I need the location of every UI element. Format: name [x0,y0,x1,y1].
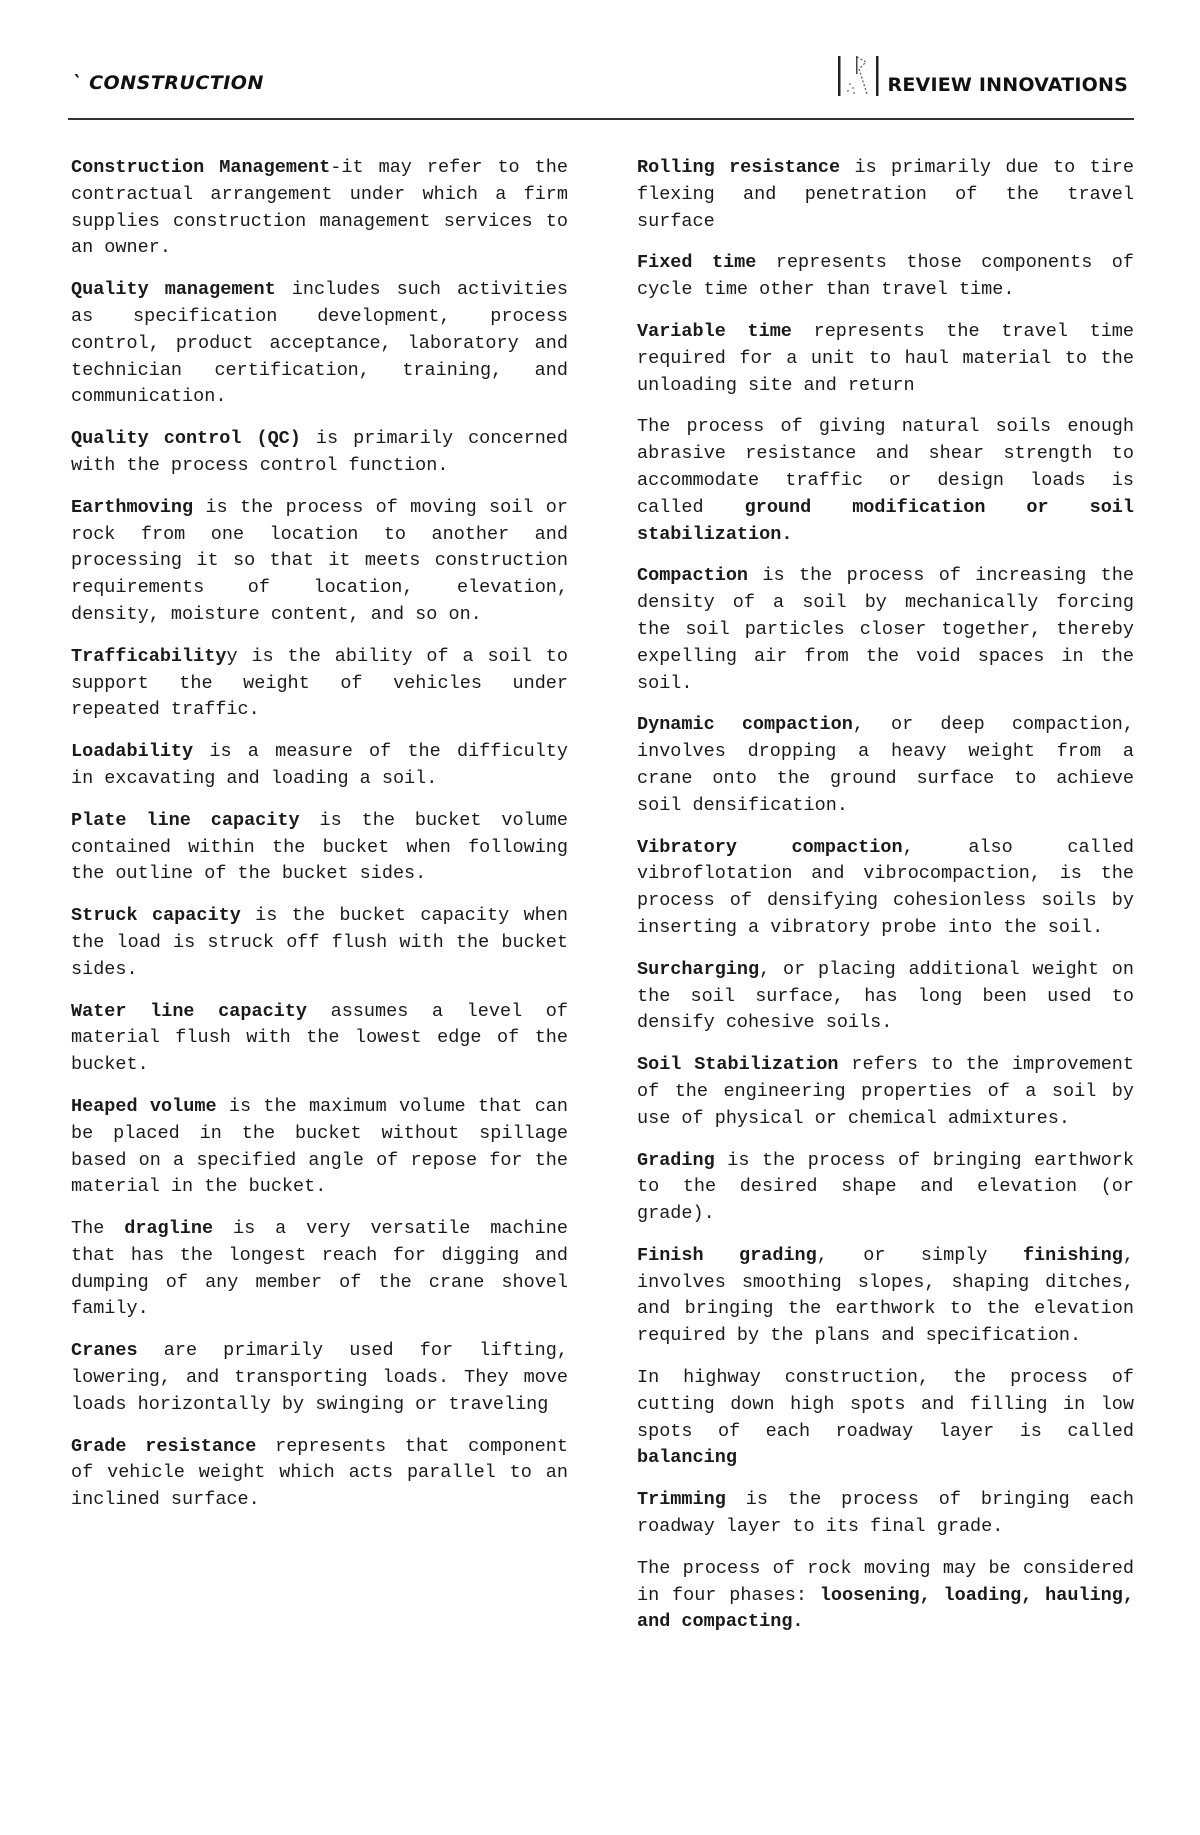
definition-text: is the process of moving soil or rock from one location to another and processing it so that it meets construction requirements of location, elevation, density, moisture content, and so on. [71,496,568,625]
definition-paragraph [71,739,568,793]
defined-term: Vibratory compaction [637,836,903,858]
defined-term: balancing [637,1447,737,1469]
definition-text: is a measure of the difficulty in excavating and loading a soil. [71,741,568,789]
definition-text: represents that component of vehicle weight which acts parallel to an inclined surface. [71,1435,568,1511]
defined-term: finishing [1022,1244,1123,1266]
definition-paragraph [71,1338,568,1418]
page-header [68,52,1134,120]
definition-text: , also called vibroflotation and vibrocompaction, is the process of densifying cohesionless soils by inserting a vibratory probe into the soil. [637,836,1134,938]
right-column [637,155,1134,1651]
definition-text: is the maximum volume that can be placed in the bucket without spillage based on a specified angle of repose for the material in the bucket. [71,1095,569,1198]
defined-term: Dynamic compaction [637,714,853,736]
defined-term: Heaped volume [71,1095,217,1117]
defined-term: Quality management [71,279,276,301]
defined-term: Trimming [637,1489,726,1511]
definition-text: is primarily concerned with the process control function. [71,428,568,476]
review-innovations-logo-icon [836,54,882,98]
definition-paragraph [637,1148,1134,1228]
definition-text: represents those components of cycle time other than travel time. [637,252,1134,301]
definition-text: assumes a level of material flush with the lowest edge of the bucket. [71,1000,569,1076]
defined-term: Compaction [637,565,749,587]
definition-text: , or placing additional weight on the soil surface, has long been used to densify cohesive soils. [637,958,1134,1034]
definition-paragraph [71,999,568,1079]
defined-term: Loadability [71,741,194,763]
definition-paragraph [637,835,1134,942]
defined-term: ground modification or soil stabilization. [637,496,1135,545]
definition-paragraph [71,277,568,411]
definition-paragraph [637,563,1134,697]
definition-paragraph [637,957,1134,1037]
definition-paragraph [71,644,568,724]
definition-text: includes such activities as specification development, process control, product acceptance, laboratory and technician certification, training, and communication. [71,279,569,408]
definition-text: , or deep compaction, involves dropping a heavy weight from a crane onto the ground surface to achieve soil densification. [637,714,1134,816]
defined-term: Plate line capacity [71,809,300,831]
definition-paragraph [71,903,568,983]
defined-term: Water line capacity [71,1000,307,1022]
definition-paragraph [71,426,568,480]
definition-paragraph [637,712,1134,819]
definition-text: is primarily due to tire flexing and penetration of the travel surface [637,157,1134,232]
definition-text: The process of rock moving may be considered in four phases: [637,1557,1134,1606]
definition-text: is the process of bringing each roadway layer to its final grade. [637,1489,1134,1538]
definition-text: is the process of increasing the density of a soil by mechanically forcing the soil particles closer together, thereby expelling air from the void spaces in the soil. [637,565,1134,694]
defined-term: Quality control (QC) [71,428,301,450]
definition-text: y is the ability of a soil to support the weight of vehicles under repeated traffic. [71,645,568,721]
definition-text: , or simply [816,1244,1023,1266]
brand-block [836,52,1128,98]
definition-text: , involves smoothing slopes, shaping ditches, and bringing the earthwork to the elevation required by the plans and specification. [637,1244,1134,1347]
definition-text: is a very versatile machine that has the longest reach for digging and dumping of any member of the crane shovel family. [71,1218,568,1320]
definition-paragraph [637,155,1134,235]
defined-term: Trafficability [71,645,227,667]
definition-paragraph [71,155,568,262]
defined-term: Grade resistance [71,1435,257,1457]
definition-paragraph [71,1094,568,1201]
definition-text: is the bucket volume contained within the bucket when following the outline of the bucket sides. [71,809,568,885]
definition-text: is the process of bringing earthwork to the desired shape and elevation (or grade). [637,1149,1134,1225]
definition-paragraph [637,319,1134,399]
defined-term: Earthmoving [71,496,194,518]
definition-paragraph [637,1487,1134,1541]
definition-paragraph [637,1556,1134,1636]
definition-text: represents the travel time required for a unit to haul material to the unloading site and return [637,320,1135,396]
definition-paragraph [71,495,568,629]
definition-paragraph [71,808,568,888]
definition-paragraph [637,414,1134,548]
defined-term: Construction Management [71,157,331,178]
defined-term: Grading [637,1149,715,1171]
definition-paragraph [637,250,1134,304]
definition-text: refers to the improvement of the engineering properties of a soil by use of physical or chemical admixtures. [637,1054,1134,1129]
definition-text: -it may refer to the contractual arrangement under which a firm supplies construction management services to an owner. [71,157,568,259]
definition-paragraph [637,1365,1134,1472]
definition-paragraph [637,1052,1134,1132]
defined-term: Cranes [71,1340,138,1362]
brand-name: REVIEW INNOVATIONS [887,74,1128,96]
definition-paragraph [71,1434,568,1514]
definition-paragraph [71,1216,568,1323]
defined-term: Finish grading [637,1244,817,1266]
definition-paragraph [637,1243,1134,1350]
defined-term: Rolling resistance [637,157,841,178]
definition-text: In highway construction, the process of cutting down high spots and filling in low spots of each roadway layer is called [637,1367,1134,1442]
definition-text: are primarily used for lifting, lowering, and transporting loads. They move loads horizontally by swinging or traveling [71,1340,568,1415]
defined-term: Fixed time [637,252,757,274]
defined-term: Soil Stabilization [637,1054,839,1076]
defined-term: Struck capacity [71,905,241,927]
defined-term: dragline [124,1218,214,1240]
definition-text: is the bucket capacity when the load is struck off flush with the bucket sides. [71,905,568,980]
definition-text: The process of giving natural soils enough abrasive resistance and shear strength to accommodate traffic or design loads is called [637,416,1134,518]
section-title: ` CONSTRUCTION [72,72,264,94]
defined-term: loosening, loading, hauling, and compacting. [637,1584,1134,1633]
defined-term: Surcharging [637,958,760,980]
definition-text: The [71,1218,125,1240]
left-column [71,155,568,1529]
defined-term: Variable time [637,320,792,342]
